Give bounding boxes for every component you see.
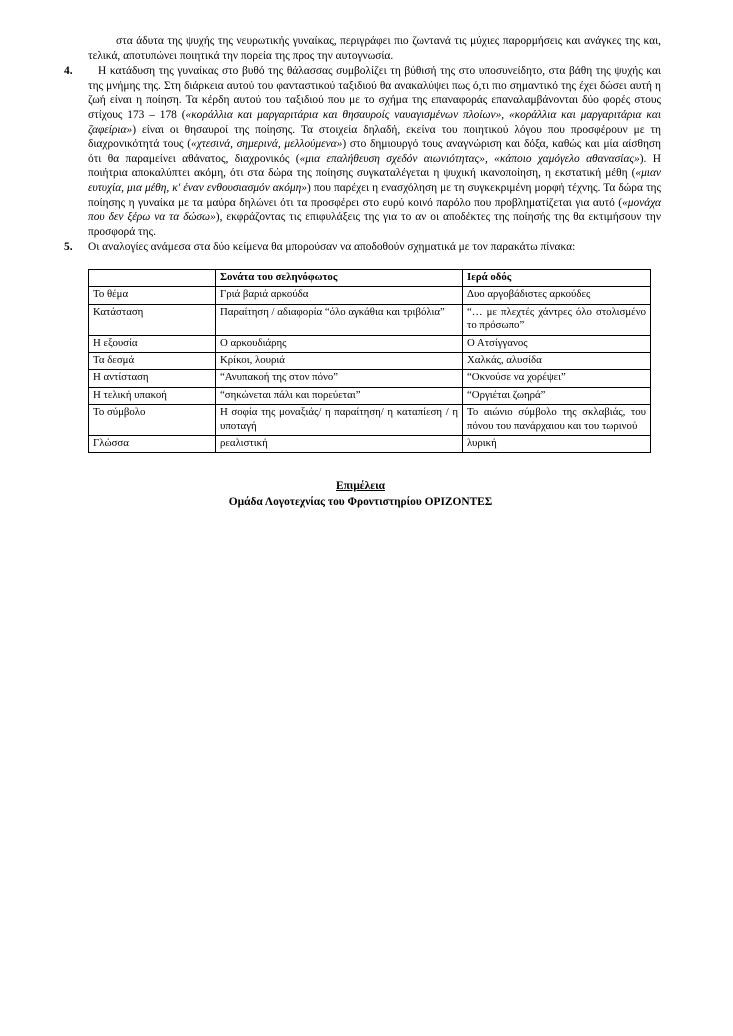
table-cell-sonata: Ο αρκουδιάρης xyxy=(216,335,463,352)
credit-title: Επιμέλεια xyxy=(335,480,386,493)
table-row xyxy=(89,435,651,452)
text-run: Οι αναλογίες ανάμεσα στα δύο κείμενα θα μπορούσαν να αποδοθούν σχηματικά με τον παρακάτω πίνακα: xyxy=(88,241,576,254)
text-run: Η κατάδυση της γυναίκας στο βυθό της θάλασσας συμβολίζει τη βύθισή της στο υποσυνείδητο, στα βάθη της ψυχής και της μνήμης της. Στη διάρκεια αυτού του φανταστικού ταξιδιού θα ανακαλύψει πως ό,τι πιο σημαντικό της έχει δώσει αυτή η ζωή είναι η ποίηση. Τα κέρδη αυτού του ταξιδιού που με το σχήμα της επαναφοράς επαναλαμβάνονται δύο φορές στους στίχους 173 – 178 ( xyxy=(88,65,661,121)
table-row-label: Κατάσταση xyxy=(89,304,216,335)
table-row xyxy=(89,370,651,387)
comparison-table xyxy=(88,269,651,453)
table-row xyxy=(89,405,651,436)
text-run: ). Η ποιήτρια αποκαλύπτει ακόμη, ότι στα δώρα της ποίησης συγκαταλέγεται η ψυχική ικανοποίηση, η εκστατική μέθη ( xyxy=(88,152,661,180)
table-row-label: Γλώσσα xyxy=(89,435,216,452)
table-header-cell xyxy=(89,269,216,286)
comparison-table-body xyxy=(89,269,651,452)
table-header-cell: Σονάτα του σεληνόφωτος xyxy=(216,269,463,286)
table-row-label: Τα δεσμά xyxy=(89,352,216,369)
table-row-label: Η εξουσία xyxy=(89,335,216,352)
quoted-verse: «μια επαλήθευση σχεδόν αιωνιότητας», «κάποιο χαμόγελο αθανασίας» xyxy=(299,152,640,165)
text-run: ) στο δημιουργό τους αναγνώριση και δόξα, καθώς και μία αίσθηση ότι θα παραμείνει αθάνατος, διαχρονικός ( xyxy=(88,138,661,165)
table-row xyxy=(89,352,651,369)
table-cell-iera-odos: “… με πλεχτές χάντρες όλο στολισμένο το πρόσωπο” xyxy=(463,304,651,335)
table-row xyxy=(89,304,651,335)
table-cell-sonata: Παραίτηση / αδιαφορία “όλο αγκάθια και τριβόλια” xyxy=(216,304,463,335)
table-row-label: Το θέμα xyxy=(89,287,216,304)
table-cell-sonata: Γριά βαριά αρκούδα xyxy=(216,287,463,304)
quoted-verse: «μιαν ευτυχία, μια μέθη, κ' έναν ενθουσιασμόν ακόμη» xyxy=(88,167,661,194)
paragraph-continuation xyxy=(60,34,661,63)
text-run: ) είναι οι θησαυροί της ποίησης. Τα στοιχεία δηλαδή, εκείνα του ποιητικού λόγου που προσφέρουν με τη διαχρονικότητά τους ( xyxy=(88,123,661,151)
table-cell-sonata: Κρίκοι, λουριά xyxy=(216,352,463,369)
table-cell-iera-odos: Χαλκάς, αλυσίδα xyxy=(463,352,651,369)
table-row xyxy=(89,387,651,404)
list-item-text xyxy=(88,64,661,239)
table-cell-iera-odos: Ο Ατσίγγανος xyxy=(463,335,651,352)
table-cell-iera-odos: Δυο αργοβάδιστες αρκούδες xyxy=(463,287,651,304)
document-body xyxy=(60,34,661,255)
text-run: ) που παρέχει η ενασχόληση με τη συγκεκριμένη μορφή τέχνης. Τα δώρα της ποίησης η γυναίκα με τα μαύρα δηλώνει ότι τα προσφέρει στο ευρύ κοινό παρόλο που προβληματίζεται για αυτό ( xyxy=(88,181,661,209)
table-cell-sonata: ρεαλιστική xyxy=(216,435,463,452)
table-row-label: Το σύμβολο xyxy=(89,405,216,436)
table-row xyxy=(89,287,651,304)
table-row xyxy=(89,335,651,352)
table-header-cell: Ιερά οδός xyxy=(463,269,651,286)
table-cell-sonata: “σηκώνεται πάλι και πορεύεται” xyxy=(216,387,463,404)
table-cell-iera-odos: “Οκνούσε να χορέψει” xyxy=(463,370,651,387)
text-run: ), εκφράζοντας τις επιφυλάξεις της για το αν οι αποδέκτες της ποίησής της θα εκτιμήσουν την προσφορά της. xyxy=(88,211,661,238)
text-run: στα άδυτα της ψυχής της νευρωτικής γυναίκας, περιγράφει πιο ζωντανά τις μύχιες παρορμήσεις και ανάγκες της και, τελικά, αποτυπώνει ποιητικά την πορεία της προς την αυτογνωσία. xyxy=(88,35,661,62)
quoted-verse: «μονάχα που δεν ξέρω να τα δώσω» xyxy=(88,196,661,224)
table-cell-sonata: “Ανυπακοή της στον πόνο” xyxy=(216,370,463,387)
quoted-verse: «χτεσινά, σημερινά, μελλούμενα» xyxy=(191,138,343,151)
table-cell-iera-odos: “Οργιέται ζωηρά” xyxy=(463,387,651,404)
table-cell-iera-odos: λυρική xyxy=(463,435,651,452)
quoted-verse: «κοράλλια και μαργαριτάρια και θησαυροίς ναυαγισμένων πλοίων», «κοράλλια και μαργαριτάρια και ζαφείρια» xyxy=(88,108,662,136)
list-item-text xyxy=(88,240,661,255)
credit-group: Ομάδα Λογοτεχνίας του Φροντιστηρίου ΟΡΙΖΟΝΤΕΣ xyxy=(228,496,493,509)
list-item-number: 4. xyxy=(64,65,73,78)
table-header-row xyxy=(89,269,651,286)
table-cell-iera-odos: Το αιώνιο σύμβολο της σκλαβιάς, του πόνου του πανάρχαιου και του τωρινού xyxy=(463,405,651,436)
table-cell-sonata: Η σοφία της μοναξιάς/ η παραίτηση/ η καταπίεση / η υποταγή xyxy=(216,405,463,436)
table-row-label: Η τελική υπακοή xyxy=(89,387,216,404)
table-row-label: Η αντίσταση xyxy=(89,370,216,387)
list-item-number: 5. xyxy=(64,241,73,254)
paragraph-continuation-text xyxy=(88,35,661,62)
credit-block xyxy=(60,479,661,510)
list-item xyxy=(60,240,661,255)
list-item xyxy=(60,64,661,239)
comparison-table-wrapper xyxy=(60,269,661,453)
